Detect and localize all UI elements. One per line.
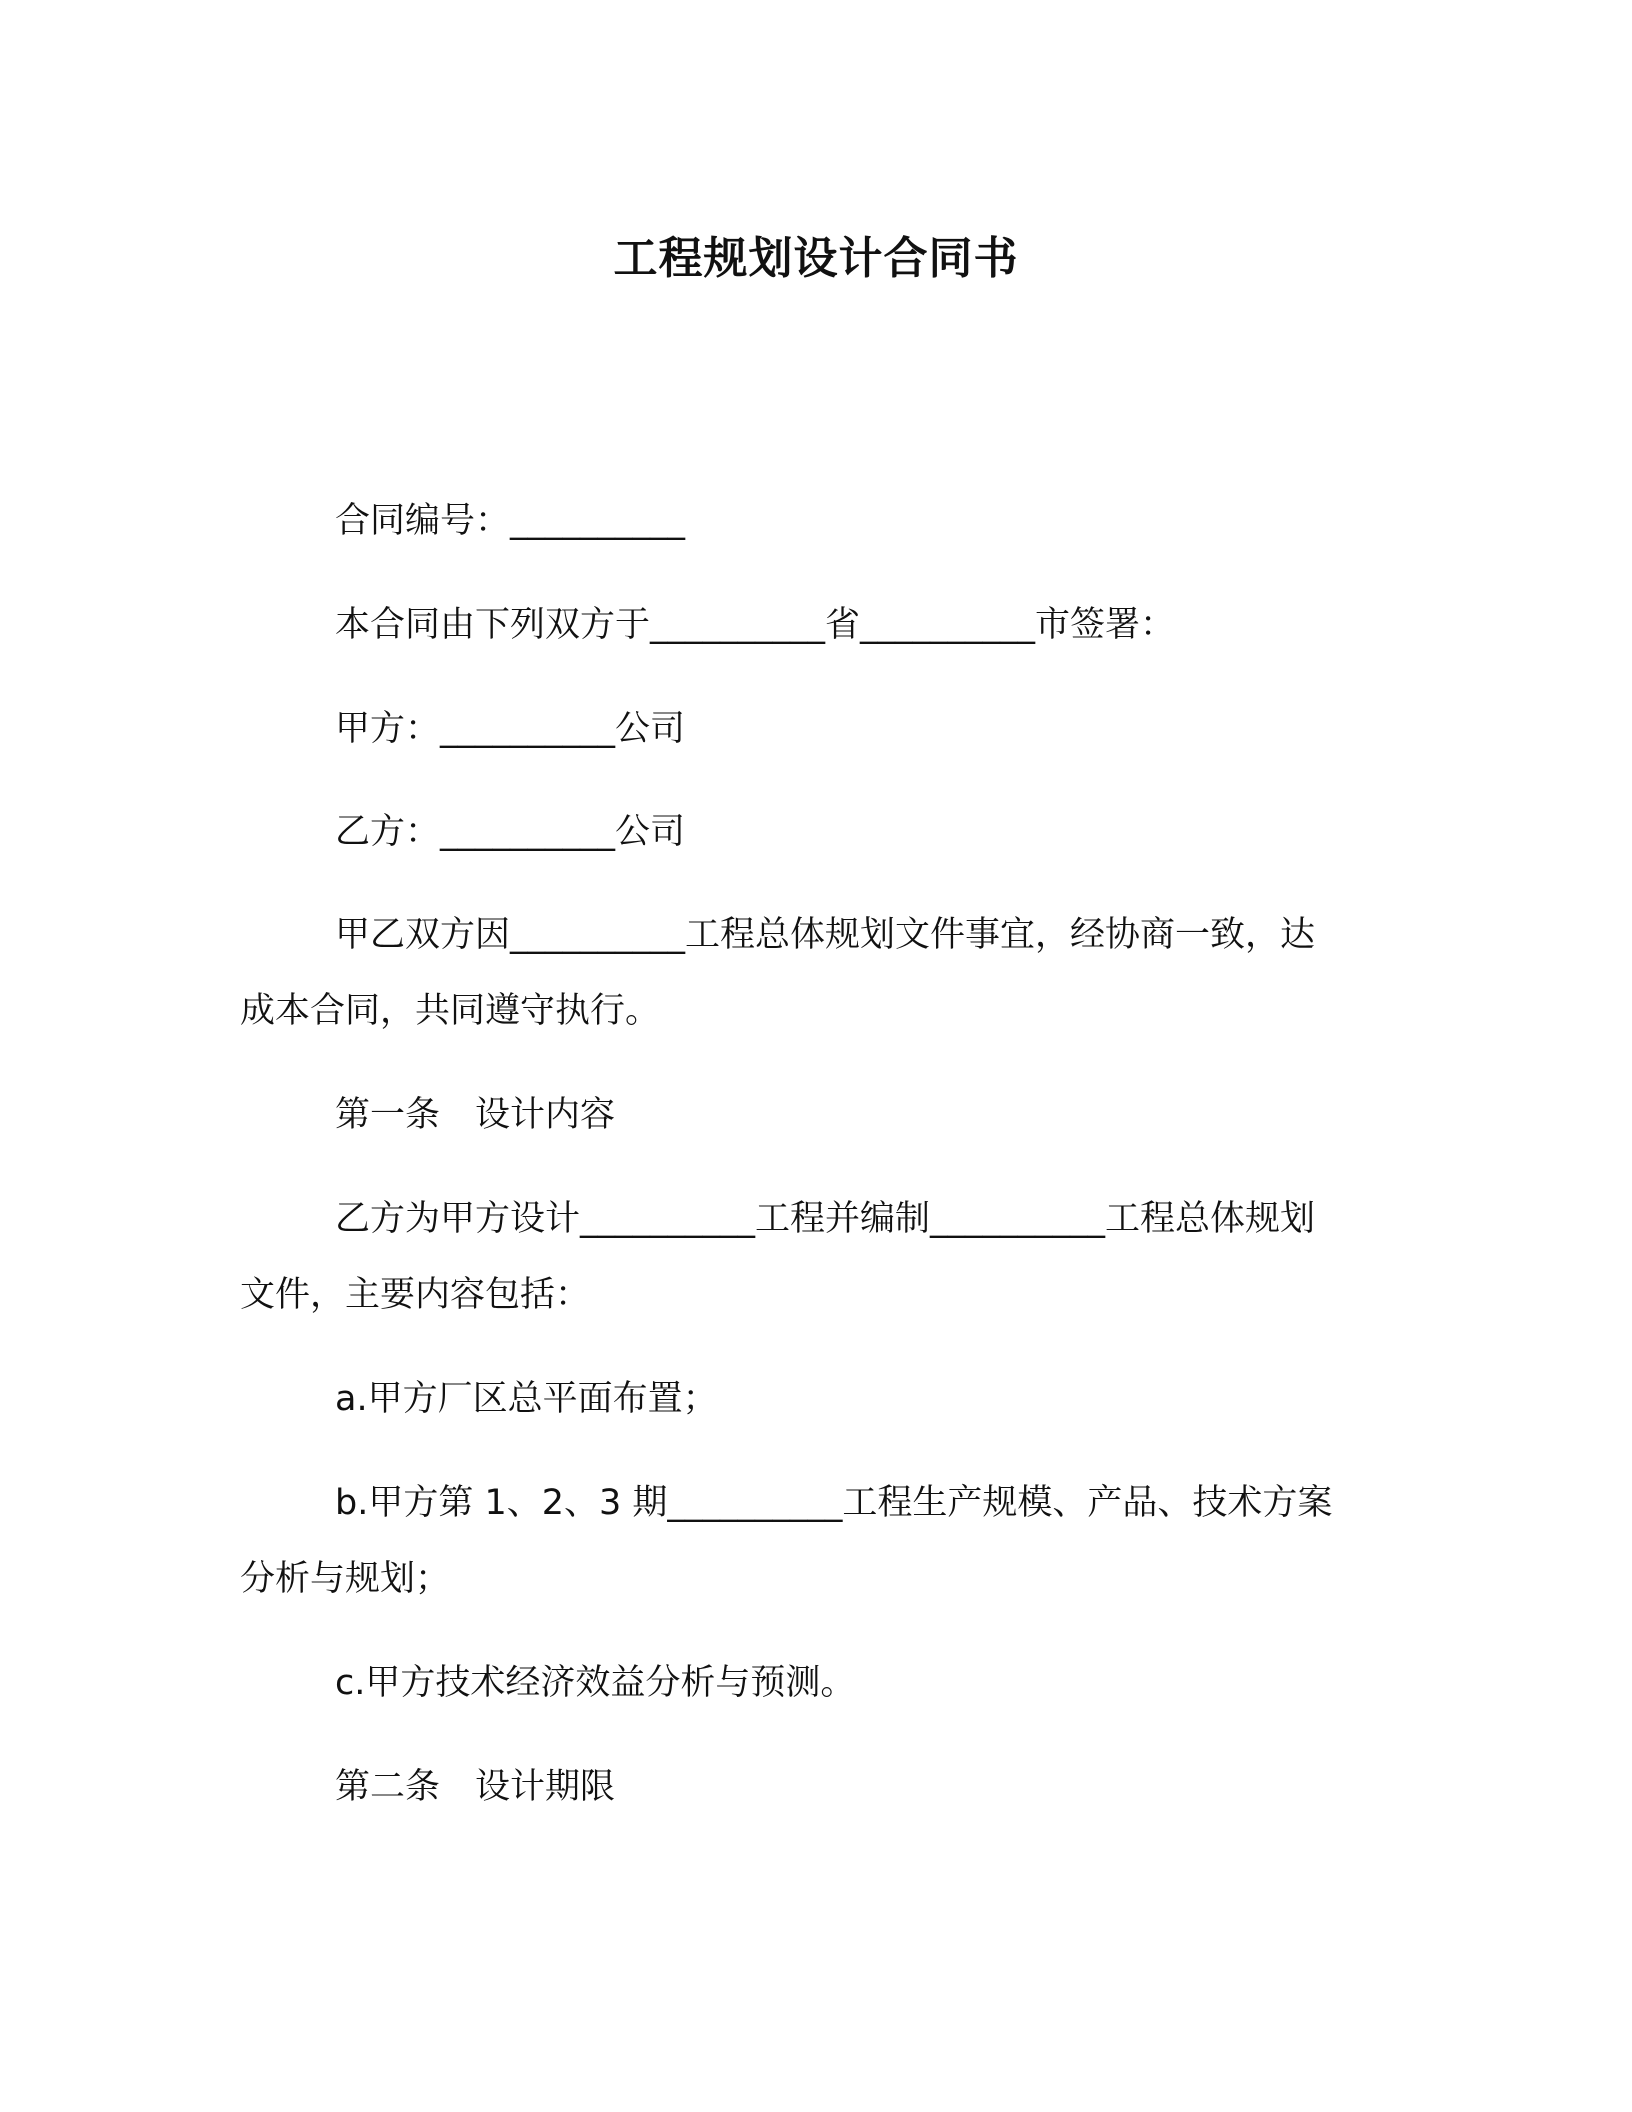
list-item-b-line-1: b.甲方第 1、2、3 期__________工程生产规模、产品、技术方案 (335, 1483, 1333, 1523)
list-item-b-line-2: 分析与规划； (240, 1559, 451, 1599)
party-a-line: 甲方：__________公司 (335, 709, 686, 749)
list-item-a: a.甲方厂区总平面布置； (335, 1379, 718, 1419)
article-1-text-line-2: 文件，主要内容包括： (240, 1275, 591, 1315)
preamble-line-1: 甲乙双方因__________工程总体规划文件事宜，经协商一致，达 (335, 915, 1316, 955)
contract-number-line: 合同编号：__________ (335, 501, 686, 541)
article-2-heading: 第二条 设计期限 (335, 1767, 616, 1807)
article-1-text-line-1: 乙方为甲方设计__________工程并编制__________工程总体规划 (335, 1199, 1316, 1239)
list-item-c: c.甲方技术经济效益分析与预测。 (335, 1663, 856, 1703)
signing-location-line: 本合同由下列双方于__________省__________市签署： (335, 605, 1176, 645)
document-title: 工程规划设计合同书 (613, 233, 1019, 284)
party-b-line: 乙方：__________公司 (335, 812, 686, 852)
article-1-heading: 第一条 设计内容 (335, 1095, 616, 1135)
preamble-line-2: 成本合同，共同遵守执行。 (240, 991, 661, 1031)
